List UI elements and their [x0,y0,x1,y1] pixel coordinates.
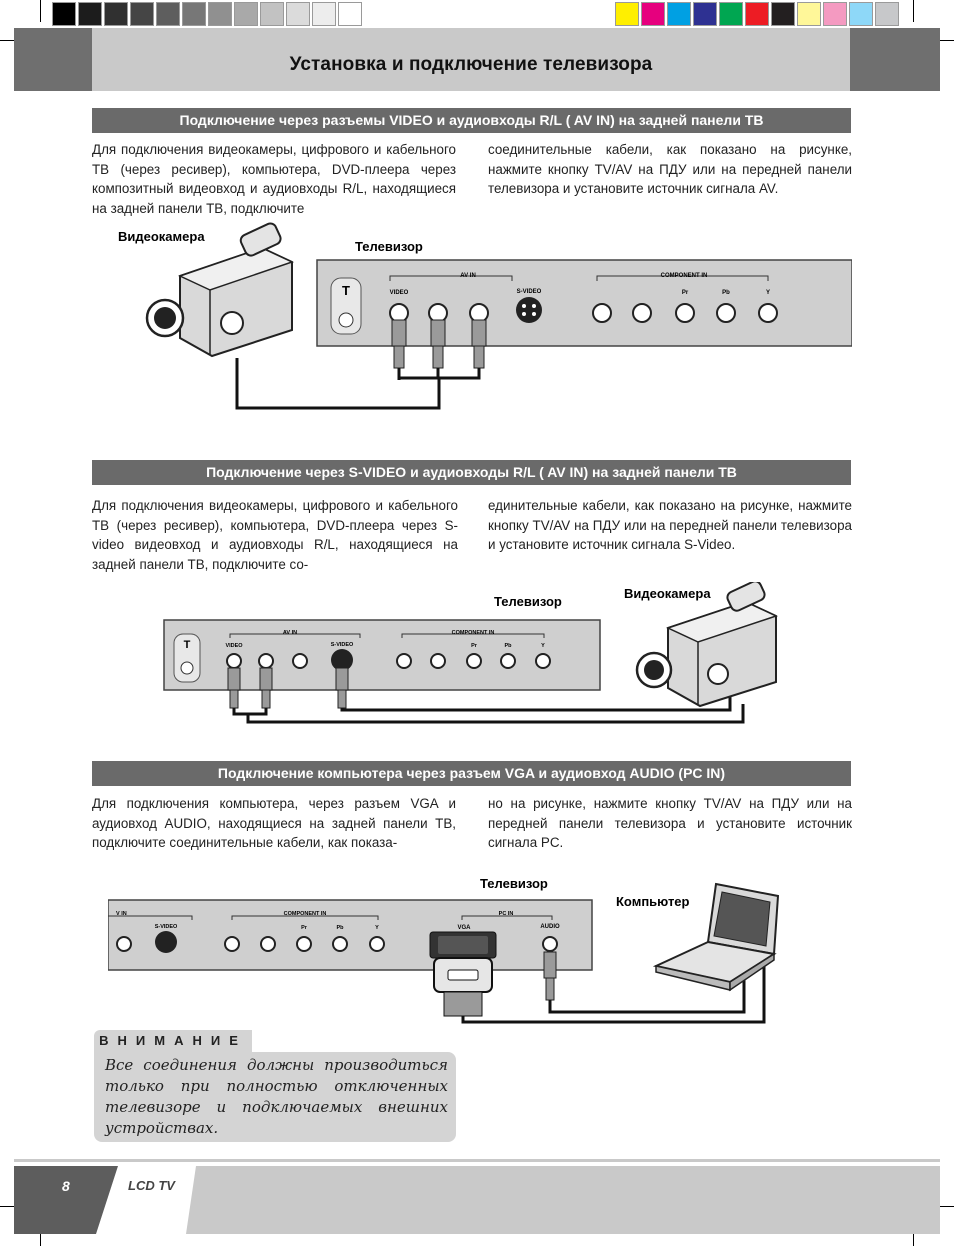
gray-swatch [182,2,206,26]
footer-band [118,1166,940,1234]
av-in-label: AV IN [460,273,476,279]
page-number: 8 [62,1178,70,1194]
component-in-label: COMPONENT IN [283,911,327,917]
gray-swatch [78,2,102,26]
audio-plug [544,952,556,1000]
color-swatch [615,2,639,26]
pc-in-label: PC IN [498,911,514,917]
section-av-text-left: Для подключения видеокамеры, цифрового и кабельного ТВ (через ресивер), компьютера, DVD-плеера через композитный видеовход и аудиовходы R/L, находящиеся на задней панели ТВ, подключите [92,142,456,216]
gray-swatch [208,2,232,26]
gray-swatch [260,2,284,26]
color-swatch [693,2,717,26]
pr-label: Pr [681,290,689,296]
diagram-pc-connection [108,870,784,1030]
y-label: Y [541,643,545,649]
color-swatch [771,2,795,26]
pr-label: Pr [471,643,477,649]
audio-cable [234,704,743,722]
pr-label: Pr [301,925,307,931]
svideo-jack [155,931,177,953]
color-swatch [875,2,899,26]
gray-swatch [286,2,310,26]
gray-swatch [104,2,128,26]
section-heading-av: Подключение через разъемы VIDEO и аудиовходы R/L ( AV IN) на задней панели ТВ [92,108,851,133]
svideo-label: S-VIDEO [330,642,354,648]
diagram-svideo-connection [160,582,800,742]
v-in-label: V IN [116,911,127,917]
svideo-jack [516,297,542,323]
y-label: Y [765,290,771,296]
svg-text:T: T [183,639,191,651]
computer-label: Компьютер [616,894,690,909]
video-label: VIDEO [389,290,409,296]
attention-heading: ВНИМАНИЕ [94,1030,252,1052]
tv-label: Телевизор [355,239,423,254]
page-title: Установка и подключение телевизора [289,54,653,75]
footer-slant [96,1166,196,1234]
pb-label: Pb [504,643,512,649]
color-swatch [667,2,691,26]
gray-swatch [312,2,336,26]
crop-mark [40,0,41,22]
av-cable [237,358,439,408]
gray-swatch [52,2,76,26]
section-svideo-text-right: единительные кабели, как показано на рисунке, нажмите кнопку TV/AV на ПДУ или на передней панели телевизора и установите источник сигнала S-Video. [488,498,852,552]
section-heading-svideo: Подключение через S-VIDEO и аудиовходы R/L ( AV IN) на задней панели ТВ [92,460,851,485]
gray-swatch [130,2,154,26]
vga-connector [430,932,496,1016]
product-label: LCD TV [128,1178,175,1193]
footer-rule [14,1159,940,1162]
attention-text: Все соединения должны производиться только при полностью отключенных телевизоре и подключаемых внешних устройствах. [94,1052,456,1142]
tv-label: Телевизор [480,876,548,891]
section-pc-text-right: но на рисунке, нажмите кнопку TV/AV на ПДУ или на передней панели телевизора и установите источник сигнала PC. [488,796,852,850]
header-accent-right [850,28,940,91]
component-in-label: COMPONENT IN [660,273,708,279]
vga-label: VGA [457,925,471,931]
diagram-av-connection [92,218,852,418]
camcorder-label: Видеокамера [624,586,711,601]
video-label: VIDEO [225,643,243,649]
section-svideo-text-left: Для подключения видеокамеры, цифрового и кабельного ТВ (через ресивер), компьютера, DVD-плеера через S-video видеовход и аудиовходы R/L, находящиеся на задней панели ТВ, подключите со- [92,498,458,572]
crop-mark [913,0,914,22]
tv-rear-panel [108,900,592,970]
av-in-label: AV IN [282,630,298,636]
gray-swatch [338,2,362,26]
section-av-text-right: соединительные кабели, как показано на рисунке, нажмите кнопку TV/AV на ПДУ или на передней панели телевизора и установите источник сигнала AV. [488,142,852,196]
pb-label: Pb [722,290,730,296]
color-swatch [823,2,847,26]
section-pc-text-left: Для подключения компьютера, через разъем VGA и аудиовход AUDIO, находящиеся на задней панели ТВ, подключите соединительные кабели, как показа- [92,796,456,850]
gray-swatch [156,2,180,26]
svg-text:T: T [342,283,350,298]
gray-swatch [234,2,258,26]
y-label: Y [375,925,379,931]
header-accent-left [14,28,92,91]
svideo-cable [342,694,730,710]
svideo-label: S-VIDEO [154,924,178,930]
tv-label: Телевизор [494,594,562,609]
rca-plugs [392,320,486,368]
color-swatch [641,2,665,26]
svideo-label: S-VIDEO [516,289,542,295]
section-heading-pc: Подключение компьютера через разъем VGA и аудиовход AUDIO (PC IN) [92,761,851,786]
color-swatch [849,2,873,26]
pb-label: Pb [336,925,344,931]
color-swatch [719,2,743,26]
component-in-label: COMPONENT IN [451,630,495,636]
camcorder-label: Видеокамера [118,229,205,244]
color-swatch [745,2,769,26]
audio-label: AUDIO [540,924,560,930]
color-swatch [797,2,821,26]
